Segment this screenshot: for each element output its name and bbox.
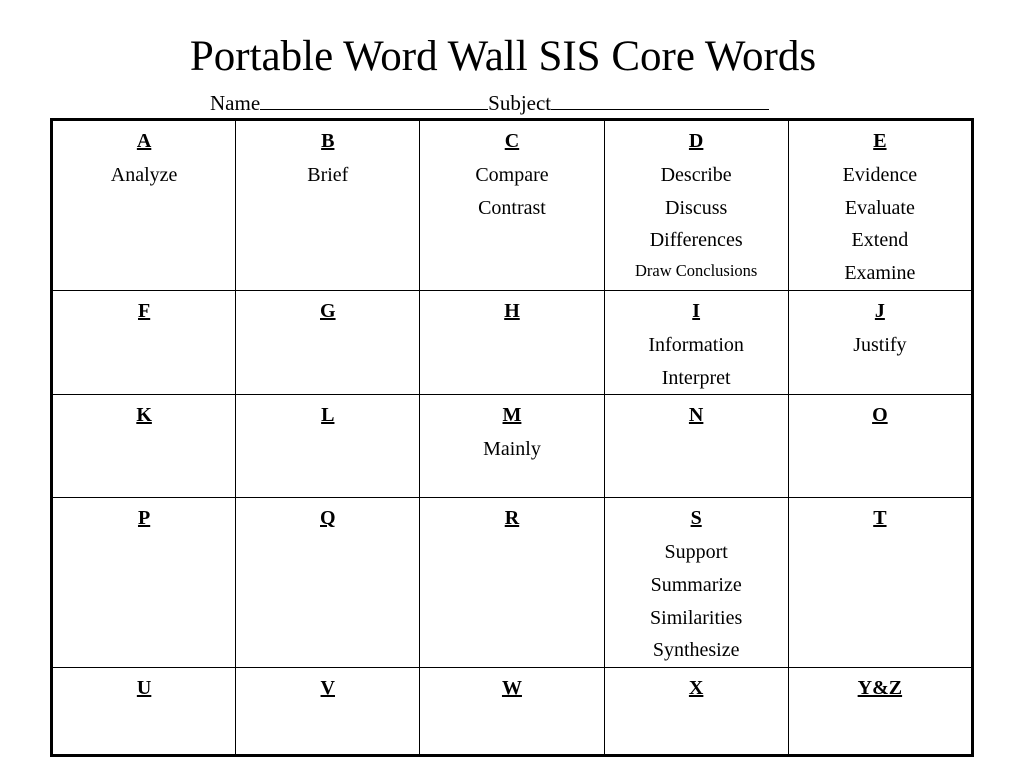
name-label: Name: [210, 91, 261, 115]
cell-word: Evidence: [842, 164, 918, 186]
cell-word: Describe: [660, 164, 732, 186]
letter-cell-f: [52, 290, 236, 394]
letter-cell-w: [420, 668, 604, 756]
letter-cell-c: [420, 120, 604, 291]
letter-cell-x: [604, 668, 788, 756]
cell-word: Justify: [853, 333, 907, 356]
letter-cell-d: [604, 120, 788, 291]
cell-letter: M: [502, 404, 522, 427]
letter-cell-k: [52, 395, 236, 498]
cell-letter: Y&Z: [857, 677, 903, 700]
cell-word: Summarize: [650, 573, 742, 596]
cell-word: Compare: [475, 164, 549, 186]
cell-word: Information: [648, 333, 744, 356]
cell-letter: L: [321, 404, 335, 427]
subject-label: Subject: [488, 91, 552, 115]
cell-letter: X: [688, 677, 704, 700]
cell-letter: S: [690, 507, 702, 530]
cell-word: Support: [664, 541, 728, 564]
cell-word: Discuss: [665, 196, 728, 219]
letter-cell-e: [788, 120, 972, 291]
name-subject-line: [210, 90, 769, 116]
cell-letter: N: [688, 404, 704, 427]
cell-letter: E: [873, 130, 887, 152]
cell-word: Contrast: [478, 196, 546, 219]
table-row: [52, 498, 973, 668]
cell-letter: K: [136, 404, 152, 427]
cell-letter: A: [136, 130, 152, 152]
cell-word: Examine: [844, 262, 916, 285]
table-row: [52, 120, 973, 291]
cell-letter: G: [320, 299, 336, 322]
cell-letter: C: [504, 130, 520, 152]
cell-letter: J: [874, 299, 885, 322]
cell-letter: W: [501, 677, 522, 700]
cell-letter: P: [137, 507, 151, 530]
cell-word: Extend: [851, 229, 909, 252]
letter-cell-v: [236, 668, 420, 756]
table-row: [52, 668, 973, 756]
table-row: [52, 395, 973, 498]
letter-cell-i: [604, 290, 788, 394]
cell-word: Similarities: [650, 606, 743, 629]
letter-cell-o: [788, 395, 972, 498]
letter-cell-u: [52, 668, 236, 756]
cell-word: Synthesize: [652, 639, 740, 662]
cell-word: Analyze: [110, 164, 178, 186]
cell-letter: Q: [320, 507, 336, 530]
letter-cell-p: [52, 498, 236, 668]
cell-word: Mainly: [483, 438, 541, 461]
table-row: [52, 290, 973, 394]
letter-cell-h: [420, 290, 604, 394]
cell-letter: B: [321, 130, 335, 152]
name-blank[interactable]: [260, 91, 488, 110]
letter-cell-n: [604, 395, 788, 498]
cell-word: Differences: [649, 229, 743, 252]
word-wall-table: [50, 118, 974, 757]
letter-cell-m: [420, 395, 604, 498]
cell-letter: R: [504, 507, 520, 530]
cell-letter: H: [504, 299, 520, 322]
cell-word: Brief: [307, 164, 349, 186]
letter-cell-l: [236, 395, 420, 498]
cell-word: Interpret: [661, 366, 731, 389]
letter-cell-r: [420, 498, 604, 668]
letter-cell-yz: [788, 668, 972, 756]
cell-word: Evaluate: [844, 196, 915, 219]
subject-blank[interactable]: [551, 91, 769, 110]
cell-letter: U: [136, 677, 152, 700]
letter-cell-q: [236, 498, 420, 668]
cell-letter: T: [873, 507, 887, 530]
page-title: Portable Word Wall SIS Core Words: [189, 33, 817, 80]
cell-letter: I: [692, 299, 701, 322]
cell-letter: V: [320, 677, 335, 700]
letter-cell-j: [788, 290, 972, 394]
letter-cell-b: [236, 120, 420, 291]
letter-cell-g: [236, 290, 420, 394]
cell-letter: D: [688, 130, 704, 152]
cell-letter: F: [137, 299, 151, 322]
cell-word: Draw Conclusions: [634, 261, 758, 281]
letter-cell-a: [52, 120, 236, 291]
cell-letter: O: [872, 404, 888, 427]
letter-cell-t: [788, 498, 972, 668]
letter-cell-s: [604, 498, 788, 668]
